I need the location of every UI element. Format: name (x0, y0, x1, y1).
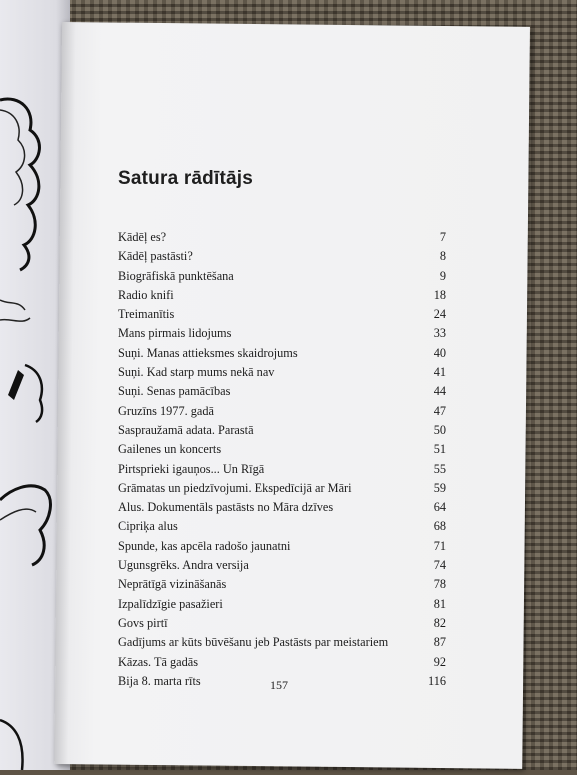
toc-entry-page: 92 (433, 654, 446, 669)
toc-entry-title: Suņi. Manas attieksmes skaidrojums (118, 345, 298, 360)
toc-entry-page: 40 (433, 345, 446, 360)
toc-entry-page: 8 (439, 249, 446, 264)
toc-entry (118, 344, 446, 363)
toc-entry (118, 575, 446, 594)
toc-list (118, 228, 446, 691)
toc-entry-title: Kādēļ pastāsti? (118, 249, 193, 264)
toc-entry-title: Ugunsgrēks. Andra versija (118, 558, 249, 573)
toc-entry (118, 324, 446, 343)
toc-entry-page: 74 (433, 558, 446, 573)
toc-entry-title: Pirtsprieki igauņos... Un Rīgā (118, 461, 265, 476)
toc-entry-title: Alus. Dokumentāls pastāsts no Māra dzīves (118, 500, 334, 515)
toc-entry (118, 614, 446, 633)
toc-entry-page: 68 (433, 519, 446, 534)
toc-entry-title: Mans pirmais lidojums (118, 326, 232, 341)
toc-entry-title: Gadījums ar kūts būvēšanu jeb Pastāsts par meistariem (118, 635, 389, 650)
toc-entry (118, 440, 446, 459)
toc-heading: Satura rādītājs (118, 168, 253, 189)
toc-entry (118, 498, 446, 517)
toc-entry-title: Bija 8. marta rīts (118, 673, 201, 688)
toc-entry-page: 55 (433, 461, 446, 476)
toc-entry (118, 653, 446, 672)
toc-entry (118, 247, 446, 266)
toc-entry-title: Cipriķa alus (118, 519, 178, 534)
toc-entry-page: 51 (433, 442, 446, 457)
toc-entry-title: Neprātīgā vizināšanās (118, 577, 227, 592)
toc-entry-page: 116 (428, 673, 446, 688)
toc-entry-title: Saspraužamā adata. Parastā (118, 422, 254, 437)
toc-entry-page: 33 (433, 326, 446, 341)
toc-entry-page: 78 (433, 577, 446, 592)
toc-entry (118, 460, 446, 479)
toc-entry-title: Radio knifi (118, 287, 174, 302)
toc-entry (118, 537, 446, 556)
toc-entry-page: 7 (439, 230, 446, 244)
toc-entry (118, 402, 446, 421)
toc-entry-page: 81 (433, 596, 446, 611)
toc-entry-title: Govs pirtī (118, 615, 168, 630)
page-number: 157 (270, 678, 288, 692)
toc-entry-page: 9 (439, 268, 446, 283)
toc-entry-title: Kādēļ es? (118, 230, 167, 244)
toc-entry (118, 363, 446, 382)
toc-entry-title: Treimanītis (118, 307, 175, 322)
toc-entry-page: 24 (433, 307, 446, 322)
toc-entry-title: Grāmatas un piedzīvojumi. Ekspedīcijā ar Māri (118, 480, 352, 495)
toc-entry-page: 59 (433, 480, 446, 495)
toc-entry-title: Izpalīdzīgie pasažieri (118, 596, 223, 611)
toc-entry (118, 267, 446, 286)
toc-entry-page: 87 (433, 635, 446, 650)
toc-entry (118, 421, 446, 440)
toc-entry-page: 50 (433, 422, 446, 437)
toc-entry-title: Kāzas. Tā gadās (118, 654, 199, 669)
toc-entry (118, 382, 446, 401)
toc-entry (118, 286, 446, 305)
toc-entry-page: 64 (433, 500, 446, 515)
toc-entry-title: Biogrāfiskā punktēšana (118, 268, 234, 283)
toc-entry-title: Suņi. Kad starp mums nekā nav (118, 365, 275, 380)
toc-entry-page: 44 (433, 384, 446, 399)
toc-entry-title: Spunde, kas apcēla radošo jaunatni (118, 538, 291, 553)
toc-entry (118, 479, 446, 498)
toc-entry-page: 71 (433, 538, 446, 553)
toc-entry-page: 41 (433, 365, 446, 380)
toc-entry-page: 82 (433, 615, 446, 630)
toc-entry (118, 556, 446, 575)
toc-entry (118, 633, 446, 652)
toc-entry-title: Gailenes un koncerts (118, 442, 222, 457)
toc-entry-title: Gruzīns 1977. gadā (118, 403, 214, 418)
toc-entry-page: 18 (433, 287, 446, 302)
toc-entry (118, 595, 446, 614)
toc-entry-page: 47 (433, 403, 446, 418)
toc-entry (118, 228, 446, 247)
toc-entry (118, 305, 446, 324)
toc-entry-title: Suņi. Senas pamācības (118, 384, 231, 399)
toc-entry (118, 517, 446, 536)
